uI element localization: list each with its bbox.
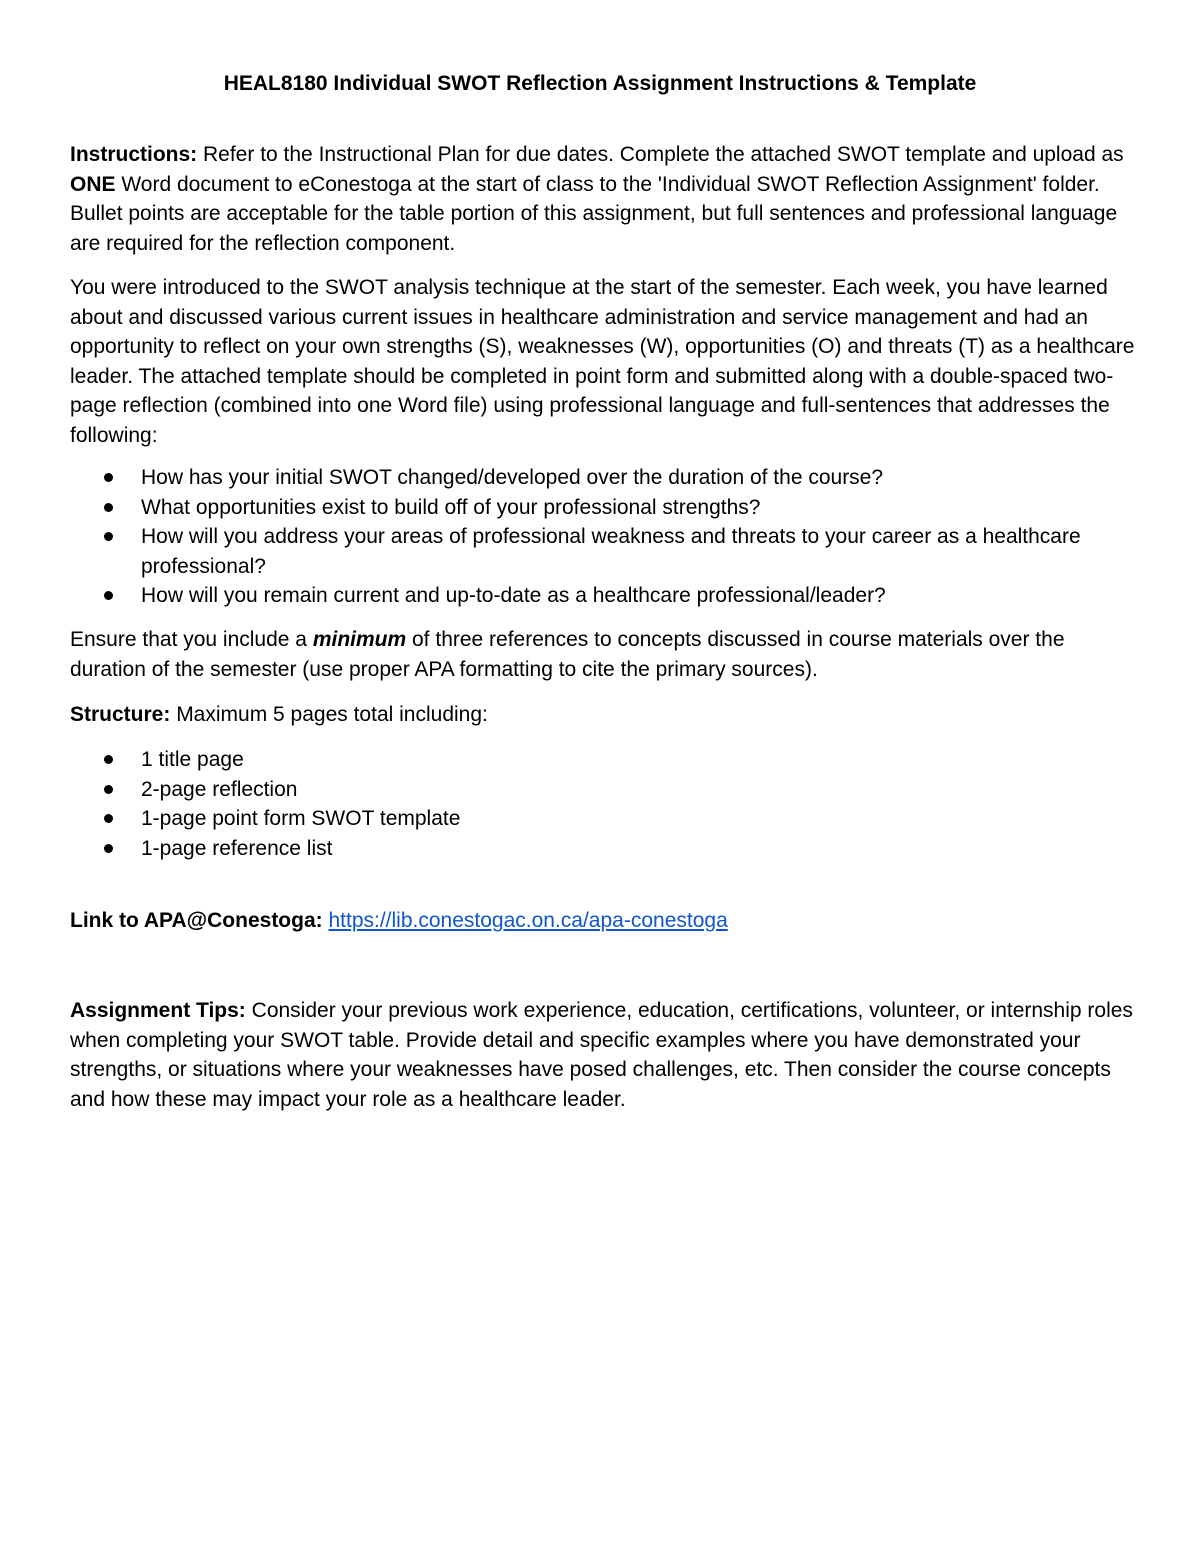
instructions-paragraph (70, 140, 1135, 258)
tips-paragraph (70, 996, 1135, 1114)
bullet-icon (104, 591, 113, 600)
instructions-text-2: Word document to eConestoga at the start of class to the 'Individual SWOT Reflection Assignment' folder. Bullet points are acceptable for the table portion of this assignment, but full sentences and professional language are required for the reflection component. (70, 172, 1118, 255)
intro-paragraph: You were introduced to the SWOT analysis technique at the start of the semester. Each week, you have learned about and discussed various current issues in healthcare administration and service management and had an opportunity to reflect on your own strengths (S), weaknesses (W), opportunities (O) and threats (T) as a healthcare leader. The attached template should be completed in point form and submitted along with a double-spaced two-page reflection (combined into one Word file) using professional language and full-sentences that addresses the following: (70, 276, 1135, 447)
bullet-icon (104, 814, 113, 823)
structure-list (70, 745, 1135, 863)
list-item (70, 834, 1135, 864)
list-item (70, 493, 1135, 523)
references-paragraph (70, 625, 1135, 684)
tips-text: Consider your previous work experience, education, certifications, volunteer, or internship roles when completing your SWOT table. Provide detail and specific examples where you have demonstrated your strengths, or situations where your weaknesses have posed challenges, etc. Then consider the course concepts and how these may impact your role as a healthcare leader. (70, 999, 1133, 1111)
instructions-label: Instructions: (70, 143, 198, 166)
question-text: What opportunities exist to build off of your professional strengths? (141, 495, 761, 519)
tips-label: Assignment Tips: (70, 999, 246, 1022)
bullet-icon (104, 532, 113, 541)
apa-link-label: Link to APA@Conestoga: (70, 909, 323, 932)
question-text: How has your initial SWOT changed/developed over the duration of the course? (141, 466, 884, 489)
structure-item-text: 1 title page (141, 748, 244, 771)
structure-item-text: 1-page point form SWOT template (141, 807, 461, 830)
structure-label: Structure: (70, 703, 171, 726)
references-text-1: Ensure that you include a (70, 628, 313, 651)
list-item (70, 463, 1135, 493)
structure-item-text: 1-page reference list (141, 836, 333, 860)
document-title: HEAL8180 Individual SWOT Reflection Assignment Instructions & Template (223, 72, 977, 95)
apa-link-paragraph (70, 906, 1135, 936)
instructions-bold-word: ONE (70, 172, 116, 196)
bullet-icon (104, 503, 113, 512)
bullet-icon (104, 473, 113, 482)
references-emphasis: minimum (312, 628, 407, 651)
bullet-icon (104, 844, 113, 853)
list-item (70, 745, 1135, 775)
question-text: How will you remain current and up-to-date as a healthcare professional/leader? (141, 584, 886, 607)
list-item (70, 522, 1135, 581)
structure-text: Maximum 5 pages total including: (170, 703, 488, 726)
questions-list (70, 463, 1135, 611)
list-item (70, 775, 1135, 805)
references-text-2: of three references to concepts discussed in course materials over the duration of the semester (use proper APA formatting to cite the primary sources). (70, 628, 1065, 681)
bullet-icon (104, 755, 113, 764)
list-item (70, 804, 1135, 834)
structure-item-text: 2-page reflection (141, 777, 298, 801)
instructions-text-1: Refer to the Instructional Plan for due dates. Complete the attached SWOT template and upload as (197, 143, 1124, 166)
list-item (70, 581, 1135, 611)
bullet-icon (104, 785, 113, 794)
question-text: How will you address your areas of professional weakness and threats to your career as a healthcare professional? (141, 525, 1081, 578)
apa-conestoga-link[interactable]: https://lib.conestogac.on.ca/apa-conestoga (328, 909, 728, 932)
structure-paragraph (70, 700, 1135, 730)
